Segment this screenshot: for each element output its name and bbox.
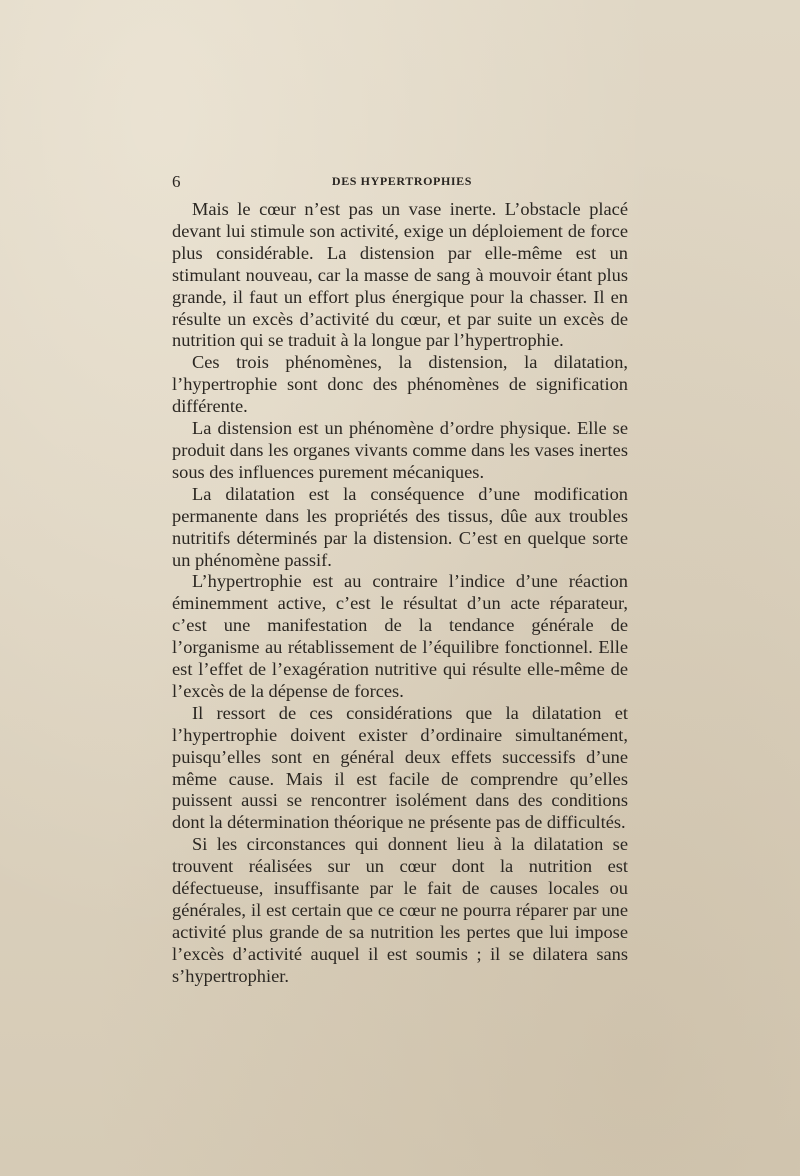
paragraph-7: Si les circonstances qui donnent lieu à la dilatation se trouvent réalisées sur un cœur dont la nutrition est défectueuse, insuffisante par le fait de causes locales ou générales, il est certain que ce cœur ne pourra réparer par une activité plus grande de sa nutrition les pertes que lui impose l’excès d’activité auquel il est soumis ; il se dilatera sans s’hypertrophier.: [172, 834, 628, 986]
paragraph-2: Ces trois phénomènes, la distension, la dilatation, l’hypertrophie sont donc des phénomènes de signification différente.: [172, 352, 628, 417]
paragraph-3: La distension est un phénomène d’ordre physique. Elle se produit dans les organes vivants comme dans les vases inertes sous des influences purement mécaniques.: [172, 418, 628, 482]
paragraph-5: L’hypertrophie est au contraire l’indice d’une réaction éminemment active, c’est le résultat d’un acte réparateur, c’est une manifestation de la tendance générale de l’organisme au rétablissement de l’équilibre fonctionnel. Elle est l’effet de l’exagération nutritive qui résulte elle-même de l’excès de la dépense de forces.: [172, 571, 628, 701]
page-number: 6: [172, 172, 181, 191]
running-title: DES HYPERTROPHIES: [331, 174, 473, 188]
body-text: [172, 199, 628, 988]
paragraph-1: Mais le cœur n’est pas un vase inerte. L’obstacle placé devant lui stimule son activité, exige un déploiement de force plus considérable. La distension par elle-même est un stimulant nouveau, car la masse de sang à mouvoir étant plus grande, il faut un effort plus énergique pour la chasser. Il en résulte un excès d’activité du cœur, et par suite un excès de nutrition qui se traduit à la longue par l’hypertrophie.: [172, 199, 628, 351]
paragraph-4: La dilatation est la conséquence d’une modification permanente dans les propriétés des tissus, dûe aux troubles nutritifs déterminés par la distension. C’est en quelque sorte un phénomène passif.: [172, 483, 628, 570]
running-head: [172, 172, 632, 192]
paragraph-6: Il ressort de ces considérations que la dilatation et l’hypertrophie doivent exister d’ordinaire simultanément, puisqu’elles sont en général deux effets successifs d’une même cause. Mais il est facile de comprendre qu’elles puissent aussi se rencontrer isolément dans des conditions dont la détermination théorique ne présente pas de difficultés.: [172, 702, 628, 833]
